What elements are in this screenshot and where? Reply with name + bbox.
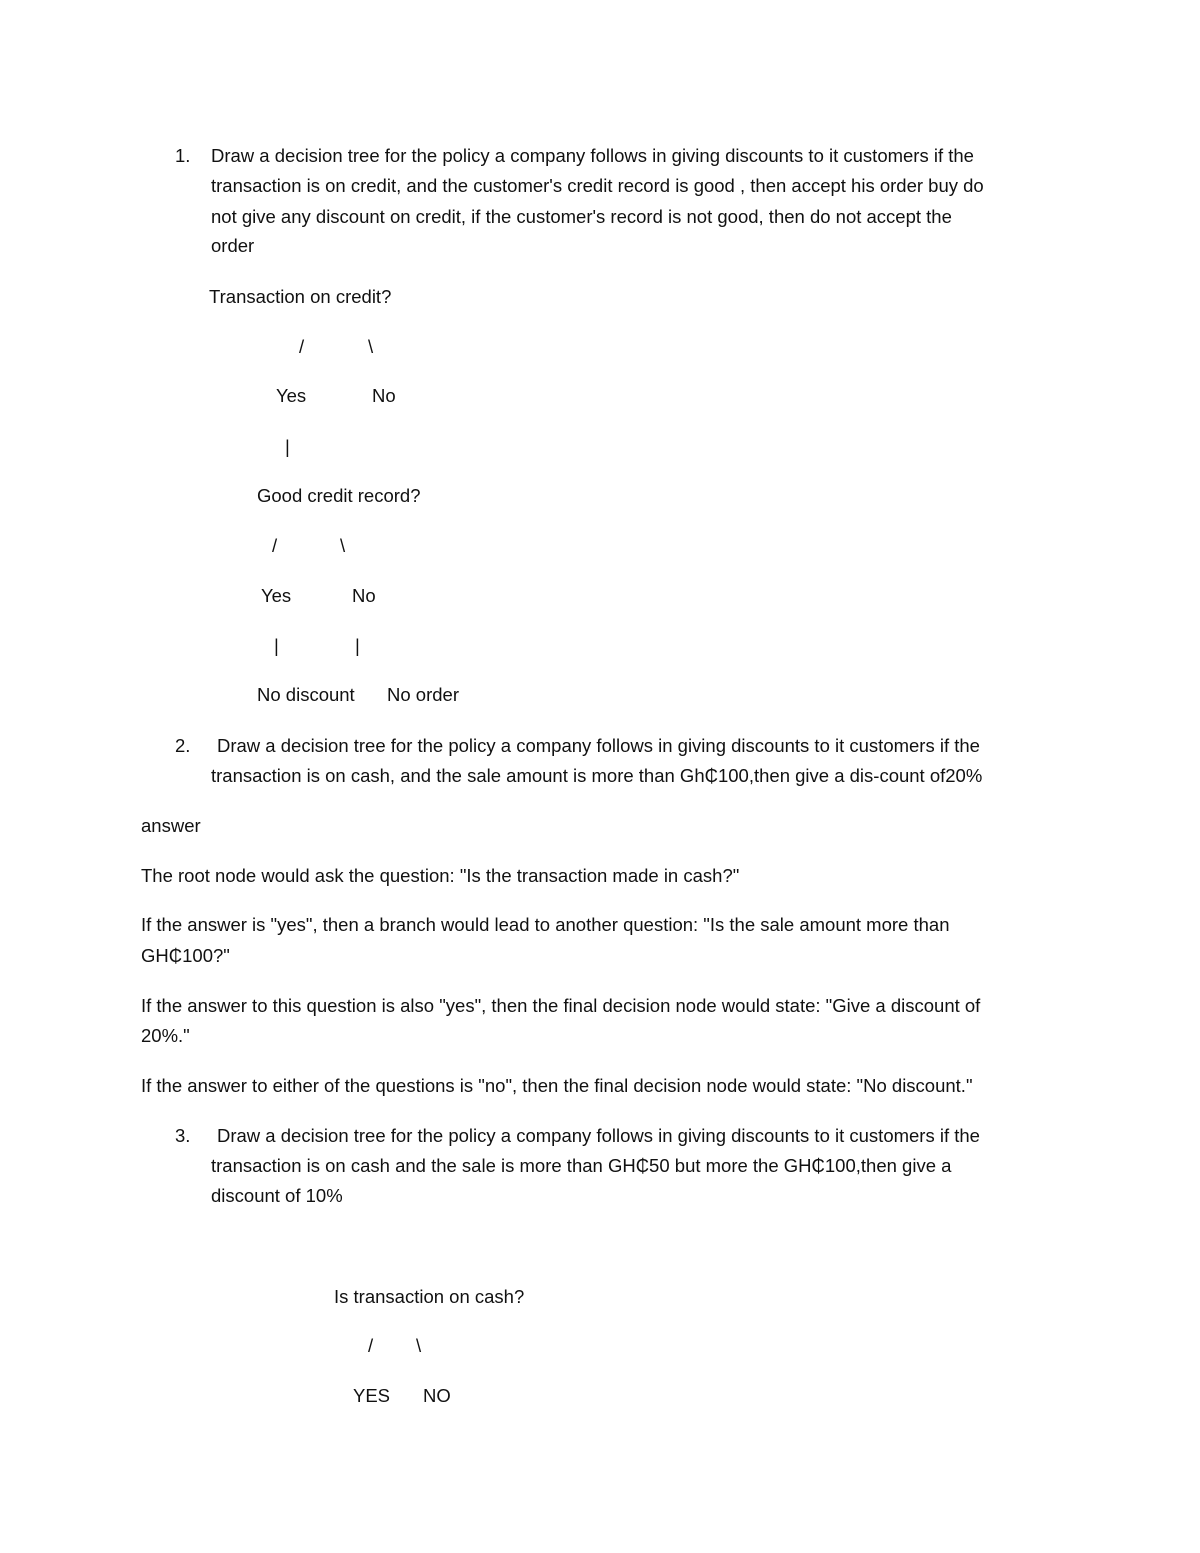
- answer-paragraph-2-line-2: GH₵100?": [141, 945, 230, 966]
- tree-1-leaf-no-order: No order: [387, 684, 459, 705]
- question-3-line-1: Draw a decision tree for the policy a company follows in giving discounts to it customers if the: [217, 1125, 980, 1146]
- tree-3-root-node: Is transaction on cash?: [334, 1286, 525, 1307]
- question-1-line-1: Draw a decision tree for the policy a company follows in giving discounts to it customers if the: [211, 145, 974, 166]
- answer-paragraph-1: The root node would ask the question: "Is the transaction made in cash?": [141, 865, 740, 886]
- question-1-number: 1.: [175, 145, 191, 166]
- tree-1-branch-right: \: [368, 336, 374, 357]
- question-3-line-2: transaction is on cash and the sale is more than GH₵50 but more the GH₵100,then give a: [211, 1155, 952, 1176]
- tree-1-credit-yes-label: Yes: [261, 585, 292, 606]
- tree-3-branch-left: /: [368, 1335, 374, 1356]
- answer-paragraph-3-line-1: If the answer to this question is also "yes", then the final decision node would state: "Give a discount of: [141, 995, 981, 1016]
- tree-3-branch-right: \: [416, 1335, 422, 1356]
- tree-1-credit-branch-right: \: [340, 535, 346, 556]
- tree-1-credit-branch-left: /: [272, 535, 278, 556]
- answer-label: answer: [141, 815, 201, 836]
- question-2-number: 2.: [175, 735, 191, 756]
- tree-1-yes-connector: |: [274, 635, 279, 656]
- tree-3-no-label: NO: [423, 1385, 451, 1406]
- question-3-number: 3.: [175, 1125, 191, 1146]
- tree-1-leaf-no-discount: No discount: [257, 684, 355, 705]
- question-3-line-3: discount of 10%: [211, 1185, 343, 1206]
- tree-1-connector: |: [285, 436, 290, 457]
- question-2-line-1: Draw a decision tree for the policy a company follows in giving discounts to it customers if the: [217, 735, 980, 756]
- tree-1-no-label: No: [372, 385, 396, 406]
- tree-3-yes-label: YES: [353, 1385, 391, 1406]
- tree-1-yes-label: Yes: [276, 385, 307, 406]
- tree-1-credit-no-label: No: [352, 585, 376, 606]
- answer-paragraph-2-line-1: If the answer is "yes", then a branch would lead to another question: "Is the sale amount more than: [141, 914, 950, 935]
- question-1-line-4: order: [211, 235, 255, 256]
- question-1-line-3: not give any discount on credit, if the customer's record is not good, then do not accept the: [211, 206, 952, 227]
- question-1-line-2: transaction is on credit, and the customer's credit record is good , then accept his order buy do: [211, 175, 984, 196]
- answer-paragraph-4: If the answer to either of the questions is "no", then the final decision node would state: "No discount.": [141, 1075, 973, 1096]
- tree-1-no-connector: |: [355, 635, 360, 656]
- tree-1-branch-left: /: [299, 336, 305, 357]
- tree-1-root-node: Transaction on credit?: [209, 286, 392, 307]
- question-2-line-2: transaction is on cash, and the sale amount is more than Gh₵100,then give a dis-count of20%: [211, 765, 983, 786]
- tree-1-credit-node: Good credit record?: [257, 485, 421, 506]
- answer-paragraph-3-line-2: 20%.": [141, 1025, 190, 1046]
